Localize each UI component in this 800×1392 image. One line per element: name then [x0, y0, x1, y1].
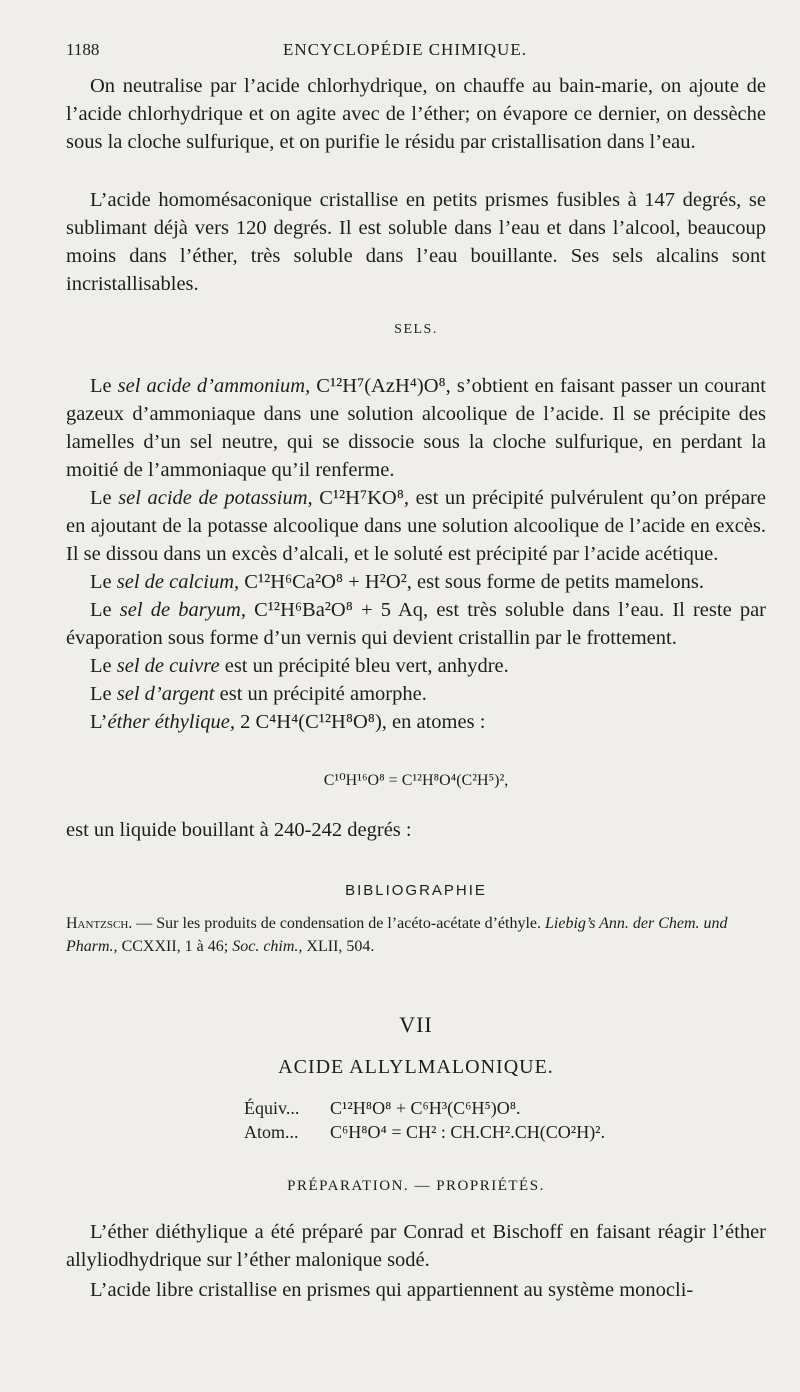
- salt-cuivre: Le sel de cuivre est un précipité bleu vert, anhydre.: [90, 655, 509, 677]
- chapter-number: VII: [399, 1012, 433, 1037]
- section-heading-preparation: PRÉPARATION. — PROPRIÉTÉS.: [287, 1178, 545, 1194]
- salt-formula: C¹²H⁶Ba²O⁸ + 5 Aq,: [245, 599, 429, 621]
- salt-name: sel de cuivre: [116, 655, 220, 677]
- prep-paragraph-2: L’acide libre cristallise en prismes qui appartiennent au système monocli-: [90, 1279, 694, 1301]
- salt-name: sel acide de potassium,: [118, 487, 313, 509]
- salt-calcium: Le sel de calcium, C¹²H⁶Ca²O⁸ + H²O², est sous forme de petits mamelons.: [90, 571, 704, 593]
- salt-formula: C¹²H⁷(AzH⁴)O⁸,: [310, 375, 451, 397]
- intro-paragraph-1: On neutralise par l’acide chlorhydrique, on chauffe au bain-marie, on ajoute de l’acide chlorhydrique et on agite avec de l’éther; on évapore ce dernier, on dessèche sous la cloche sulfurique, et on purifie le résidu par cristallisation dans l’eau.: [66, 75, 766, 153]
- formula-value: C¹²H⁸O⁸ + C⁶H³(C⁶H⁵)O⁸.: [330, 1098, 521, 1118]
- bibliography-heading: BIBLIOGRAPHIE: [345, 882, 487, 899]
- equiv-line: [244, 1096, 605, 1120]
- intro-paragraph-2: L’acide homomésaconique cristallise en petits prismes fusibles à 147 degrés, se sublimant déjà vers 120 degrés. Il est soluble dans l’eau et dans l’alcool, beaucoup moins dans l’éther, très soluble dans l’eau bouillante. Ses sels alcalins sont incristallisables.: [66, 189, 766, 295]
- page-number: 1188: [66, 40, 100, 59]
- ether-ethylique: L’éther éthylique, 2 C⁴H⁴(C¹²H⁸O⁸), en atomes :: [90, 711, 486, 733]
- salt-formula: C¹²H⁷KO⁸,: [312, 487, 410, 509]
- prep-paragraph-1: L’éther diéthylique a été préparé par Conrad et Bischoff en faisant réagir l’éther allyliodhydrique sur l’éther malonique sodé.: [66, 1221, 766, 1271]
- section-heading-sels: SELS.: [394, 322, 438, 337]
- salt-entries: [66, 372, 766, 736]
- salt-name: sel de calcium,: [116, 571, 240, 593]
- salt-baryum: Le sel de baryum, C¹²H⁶Ba²O⁸ + 5 Aq, est très soluble dans l’eau. Il reste par évaporation sous forme d’un vernis qui devient cristallin par le frottement.: [66, 599, 767, 649]
- atom-line: [244, 1120, 605, 1144]
- salt-name: sel acide d’ammonium,: [117, 375, 311, 397]
- salt-name: sel d’argent: [116, 683, 215, 705]
- running-title: ENCYCLOPÉDIE CHIMIQUE.: [283, 40, 527, 59]
- chapter-title: ACIDE ALLYLMALONIQUE.: [278, 1056, 554, 1078]
- salt-argent: Le sel d’argent est un précipité amorphe.: [90, 683, 427, 705]
- salt-formula: C¹²H⁶Ca²O⁸ + H²O²,: [239, 571, 412, 593]
- salt-potassium: Le sel acide de potassium, C¹²H⁷KO⁸, est un précipité pulvérulent qu’on prépare en ajoutant de la potasse alcoolique dans une solution alcoolique de l’acide en excès. Il se dissou dans un excès d’alcali, et le soluté est précipité par l’acide acétique.: [66, 487, 766, 565]
- bibliography-entry: Hantzsch. — Sur les produits de condensation de l’acéto-acétate d’éthyle. Liebig’s Ann. der Chem. und Pharm., CCXXII, 1 à 46; Soc. chim., XLII, 504.: [66, 915, 728, 955]
- bib-journal: Liebig’s Ann. der Chem. und Pharm.,: [66, 915, 728, 955]
- bib-journal: Soc. chim.,: [232, 938, 303, 955]
- ether-description: est un liquide bouillant à 240-242 degrés :: [66, 819, 412, 841]
- running-header: [66, 40, 744, 66]
- salt-name: sel de baryum,: [119, 599, 246, 621]
- bib-author: Hantzsch.: [66, 915, 133, 932]
- formula-value: C⁶H⁸O⁴ = CH² : CH.CH².CH(CO²H)².: [330, 1122, 606, 1142]
- formula-label: Équiv...: [244, 1098, 300, 1118]
- formula-label: Atom...: [244, 1122, 299, 1142]
- salt-name: éther éthylique,: [107, 711, 235, 733]
- salt-formula: 2 C⁴H⁴(C¹²H⁸O⁸),: [234, 711, 387, 733]
- salt-ammonium: Le sel acide d’ammonium, C¹²H⁷(AzH⁴)O⁸, s’obtient en faisant passer un courant gazeux d’ammoniaque dans une solution alcoolique de l’acide. Il se précipite des lamelles d’un sel neutre, qui se dissocie sous la cloche sulfurique, en perdant la moitié de l’ammoniaque qu’il renferme.: [66, 375, 766, 481]
- ether-formula: C¹⁰H¹⁶O⁸ = C¹²H⁸O⁴(C²H⁵)²,: [323, 772, 509, 789]
- formula-block: [244, 1096, 605, 1144]
